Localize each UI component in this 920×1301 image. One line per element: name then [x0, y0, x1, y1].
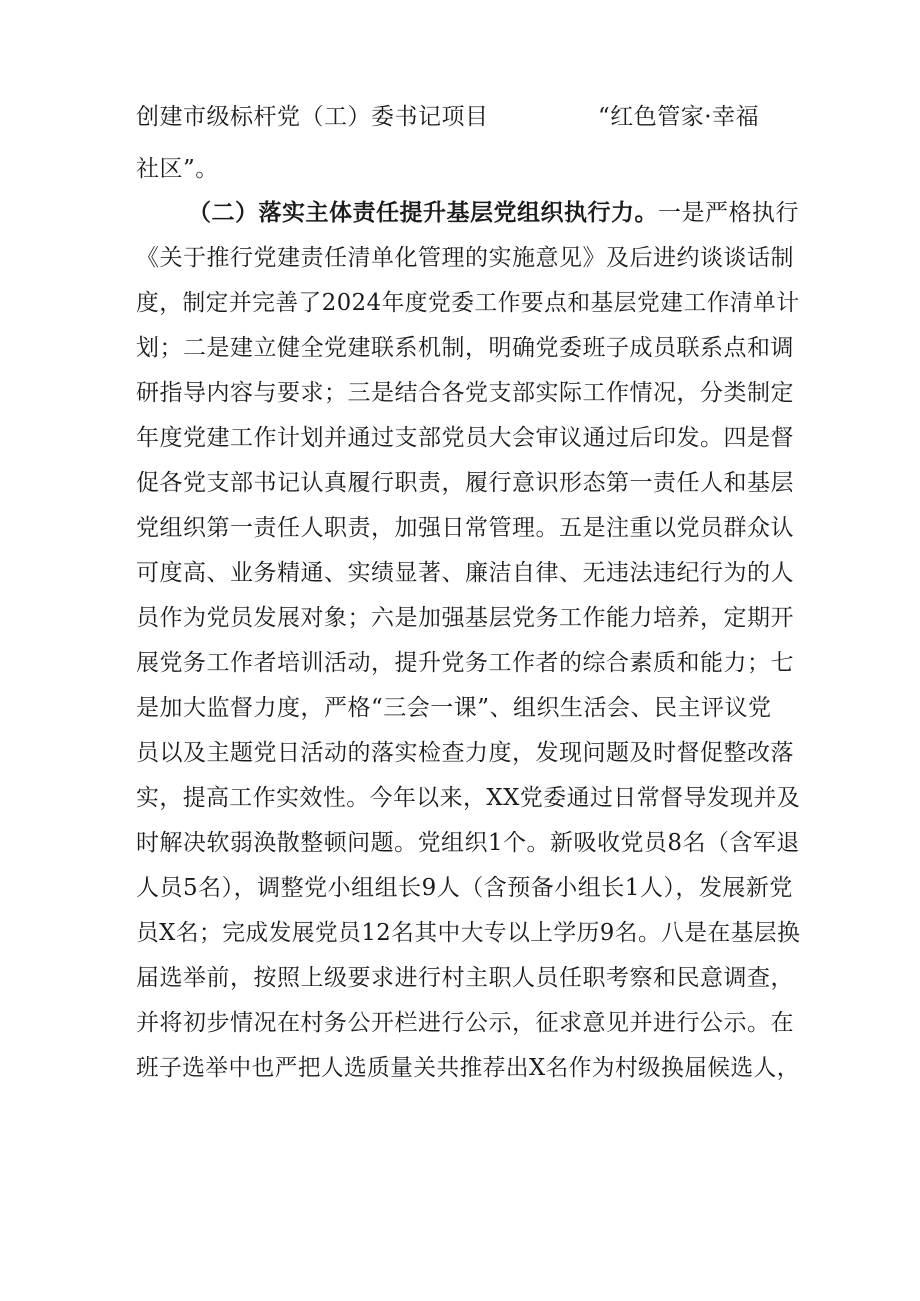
paragraph-line: 时解决软弱涣散整顿问题。党组织1个。新吸收党员8名（含军退	[136, 830, 800, 856]
paragraph-line: 可度高、业务精通、实绩显著、廉洁自律、无违法违纪行为的人	[136, 560, 794, 586]
text-line-1-right: “红色管家·幸福	[598, 104, 760, 130]
paragraph-line: 促各党支部书记认真履行职责，履行意识形态第一责任人和基层	[136, 470, 794, 496]
paragraph-line: 是加大监督力度，严格“三会一课”、组织生活会、民主评议党	[136, 695, 772, 721]
paragraph-line: 划；二是建立健全党建联系机制，明确党委班子成员联系点和调	[136, 335, 794, 361]
paragraph-line: 展党务工作者培训活动，提升党务工作者的综合素质和能力；七	[136, 650, 794, 676]
paragraph-line: 《关于推行党建责任清单化管理的实施意见》及后进约谈谈话制	[136, 245, 794, 271]
paragraph-first-line-rest: 一是严格执行	[658, 200, 799, 226]
paragraph-line: 班子选举中也严把人选质量关共推荐出X名作为村级换届候选人，	[136, 1055, 800, 1081]
paragraph-line: 届选举前，按照上级要求进行村主职人员任职考察和民意调查，	[136, 965, 794, 991]
paragraph-line: 研指导内容与要求；三是结合各党支部实际工作情况，分类制定	[136, 380, 794, 406]
paragraph-line: 人员5名），调整党小组组长9人（含预备小组长1人），发展新党	[136, 875, 793, 901]
section-heading: （二）落实主体责任提升基层党组织执行力。	[188, 199, 658, 226]
paragraph-line: 党组织第一责任人职责，加强日常管理。五是注重以党员群众认	[136, 515, 794, 541]
paragraph-line: 员以及主题党日活动的落实检查力度，发现问题及时督促整改落	[136, 740, 794, 766]
paragraph-line: 度，制定并完善了2024年度党委工作要点和基层党建工作清单计	[136, 290, 800, 316]
paragraph-line: 实，提高工作实效性。今年以来，XX党委通过日常督导发现并及	[136, 785, 801, 811]
paragraph-line: 员X名；完成发展党员12名其中大专以上学历9名。八是在基层换	[136, 920, 801, 946]
paragraph-line: 员作为党员发展对象；六是加强基层党务工作能力培养，定期开	[136, 605, 794, 631]
paragraph-first-line	[188, 198, 799, 228]
text-line-2: 社区”。	[136, 156, 219, 182]
paragraph-line: 年度党建工作计划并通过支部党员大会审议通过后印发。四是督	[136, 425, 794, 451]
text-line-1-left: 创建市级标杆党（工）委书记项目	[136, 104, 489, 130]
paragraph-line: 并将初步情况在村务公开栏进行公示，征求意见并进行公示。在	[136, 1010, 794, 1036]
